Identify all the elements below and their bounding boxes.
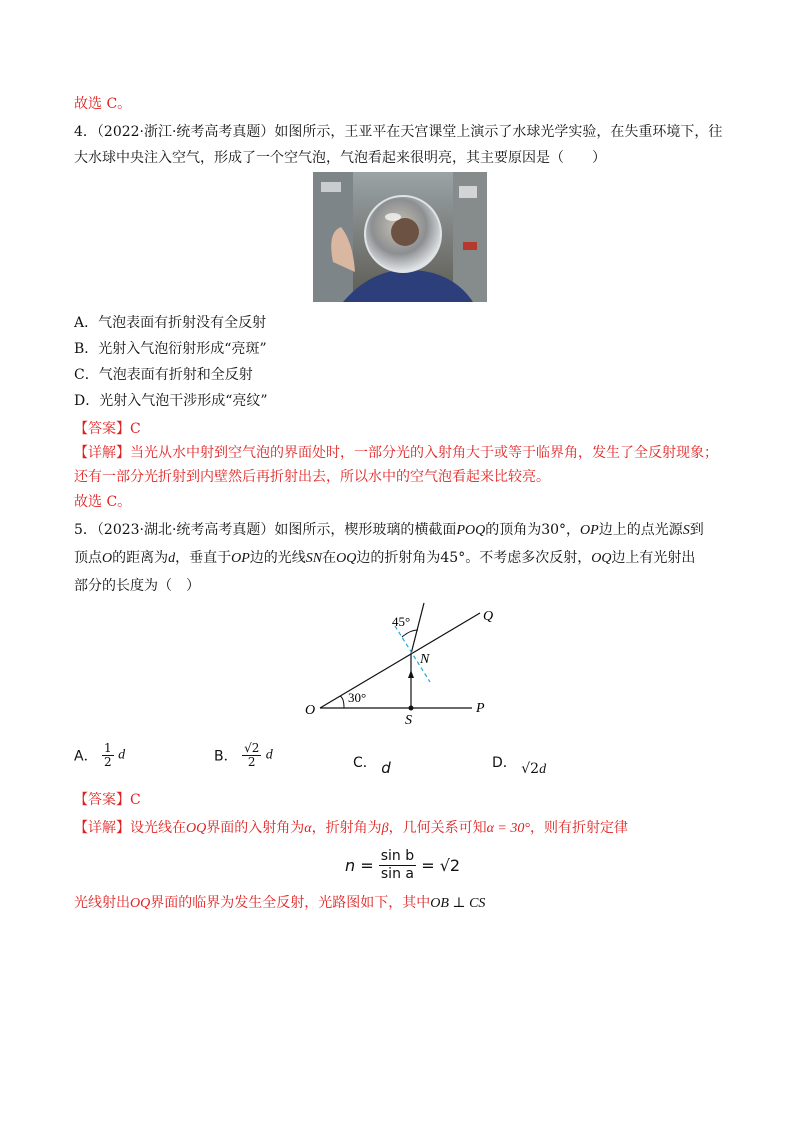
q4-stem-line2: 大水球中央注入空气，形成了一个空气泡，气泡看起来很明亮，其主要原因是（ ） (74, 150, 606, 166)
q5-option-b: B． $\frac{√2}{2}$ d (214, 741, 273, 769)
q4-option-a: A．气泡表面有折射没有全反射 (74, 315, 267, 331)
q5-stem-line3: 部分的长度为（ ） (74, 578, 200, 594)
q4-option-d: D．光射入气泡干涉形成“亮纹” (74, 393, 268, 409)
label-n: N (420, 652, 430, 667)
q5-stem-line2: 顶点O的距离为d，垂直于OP边的光线SN在OQ边的折射角为45°。不考虑多次反射，OQ边上有光射出 (74, 550, 696, 566)
q4-answer: 【答案】C (74, 421, 141, 437)
q4-option-c: C．气泡表面有折射和全反射 (74, 367, 253, 383)
ray-arrow (408, 670, 414, 678)
q3-conclusion: 故选 C。 (74, 96, 132, 112)
point-s (409, 706, 414, 711)
q5-option-a: A． $\frac{1}{2}$ d (74, 741, 126, 769)
label-p: P (476, 701, 485, 716)
q4-explain-line2: 还有一部分光折射到内壁然后再折射出去，所以水中的空气泡看起来比较亮。 (74, 469, 550, 485)
q5-stem-line1: 5．（2023·湖北·统考高考真题）如图所示，楔形玻璃的横截面POQ的顶角为30°，OP边上的点光源S到 (74, 522, 704, 538)
q4-option-b: B．光射入气泡衍射形成“亮斑” (74, 341, 267, 357)
q5-option-d: D． √2d (492, 755, 547, 777)
refracted-ray (411, 603, 424, 654)
q4-explain-line1: 【详解】当光从水中射到空气泡的界面处时，一部分光的入射角大于或等于临界角，发生了全反射现象； (74, 445, 718, 461)
q5-last-line: 光线射出OQ界面的临界为发生全反射，光路图如下，其中OB ⊥ CS (74, 895, 486, 911)
q4-stem-line1: 4．（2022·浙江·统考高考真题）如图所示，王亚平在天宫课堂上演示了水球光学实验，在失重环境下，往 (74, 124, 723, 140)
angle-arc-30 (340, 696, 344, 708)
snell-formula: n = $\frac{\text{sin b}}{\text{sin a}}$ = √2 (345, 848, 461, 882)
label-o: O (305, 703, 316, 718)
label-30: 30° (348, 690, 367, 705)
q5-wedge-diagram (300, 598, 510, 728)
label-s: S (405, 713, 412, 728)
q4-conclusion: 故选 C。 (74, 494, 132, 510)
label-q: Q (483, 609, 494, 624)
q5-explain: 【详解】设光线在OQ界面的入射角为α，折射角为β，几何关系可知α = 30°，则有折射定律 (74, 820, 628, 836)
q5-answer: 【答案】C (74, 792, 141, 808)
q4-photo (313, 172, 487, 302)
q5-option-c: C． d (353, 755, 391, 777)
label-45: 45° (392, 614, 411, 629)
